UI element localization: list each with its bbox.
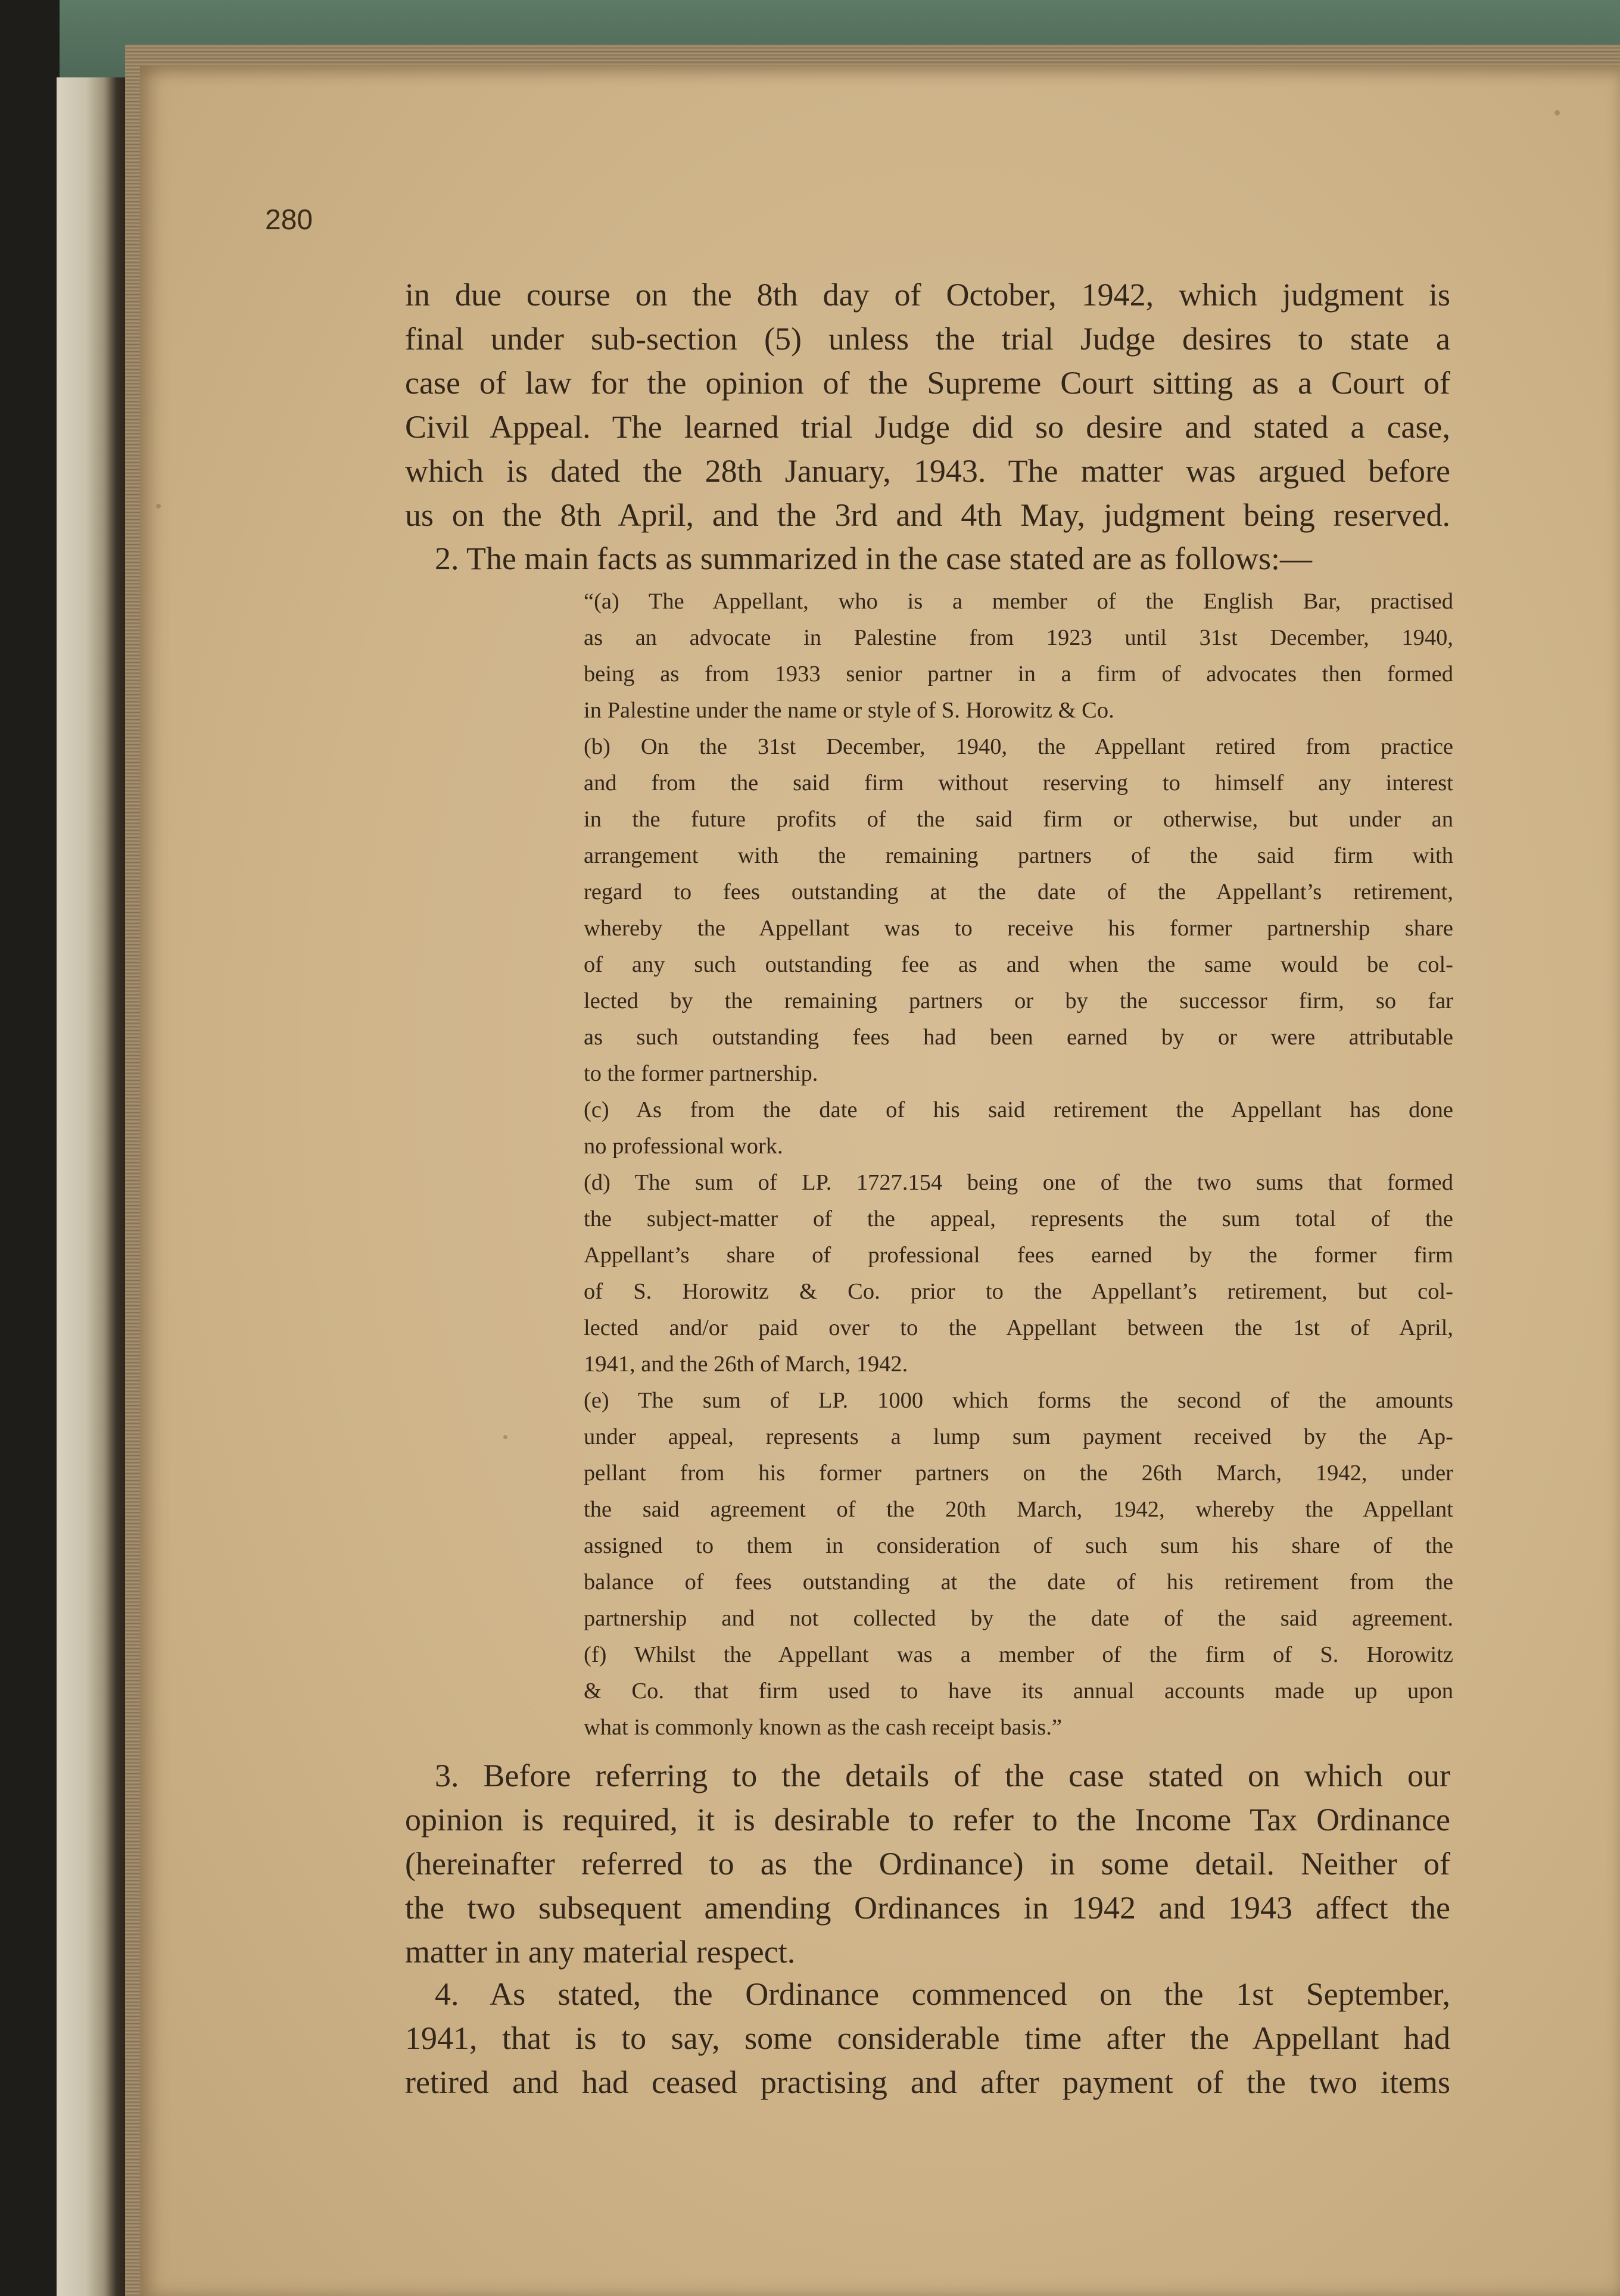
paper-speck <box>156 504 161 509</box>
quote-line: “(a) The Appellant, who is a member of the English Bar, practised <box>584 589 1453 614</box>
quote-line: Appellant’s share of professional fees earned by the former firm <box>584 1243 1453 1268</box>
text-line: Civil Appeal. The learned trial Judge did so desire and stated a case, <box>405 409 1450 445</box>
quote-line: pellant from his former partners on the 26th March, 1942, under <box>584 1461 1453 1486</box>
quote-line: and from the said firm without reserving to himself any interest <box>584 770 1453 796</box>
quote-line: & Co. that firm used to have its annual accounts made up upon <box>584 1679 1453 1704</box>
text-line: in due course on the 8th day of October, 1942, which judgment is <box>405 277 1450 313</box>
paragraph-1 <box>405 273 1450 537</box>
paragraph-4 <box>405 1972 1450 2104</box>
text-line: which is dated the 28th January, 1943. The matter was argued before <box>405 453 1450 489</box>
quote-line: assigned to them in consideration of such sum his share of the <box>584 1533 1453 1558</box>
quote-line: (f) Whilst the Appellant was a member of the firm of S. Horowitz <box>584 1642 1453 1667</box>
quote-line: (e) The sum of LP. 1000 which forms the second of the amounts <box>584 1388 1453 1413</box>
quote-line: lected by the remaining partners or by the successor firm, so far <box>584 988 1453 1013</box>
text-line: 4. As stated, the Ordinance commenced on the 1st September, <box>435 1976 1450 2012</box>
book-spine <box>57 77 125 2296</box>
quote-line: partnership and not collected by the date of the said agreement. <box>584 1606 1453 1631</box>
quote-line: no professional work. <box>584 1134 783 1159</box>
quote-line: under appeal, represents a lump sum payment received by the Ap- <box>584 1424 1453 1449</box>
text-line: retired and had ceased practising and after payment of the two items <box>405 2064 1450 2100</box>
text-line: matter in any material respect. <box>405 1934 796 1970</box>
quote-line: as an advocate in Palestine from 1923 until 31st December, 1940, <box>584 625 1453 650</box>
paper-speck <box>1554 110 1560 116</box>
quote-line: of any such outstanding fee as and when the same would be col- <box>584 952 1453 977</box>
text-line: 2. The main facts as summarized in the case stated are as follows:— <box>435 541 1313 576</box>
text-line: 1941, that is to say, some considerable time after the Appellant had <box>405 2020 1450 2056</box>
quote-line: whereby the Appellant was to receive his former partnership share <box>584 916 1453 941</box>
quote-line: balance of fees outstanding at the date of his retirement from the <box>584 1570 1453 1595</box>
paragraph-2 <box>435 536 1450 581</box>
text-line: final under sub-section (5) unless the trial Judge desires to state a <box>405 321 1450 357</box>
quote-line: regard to fees outstanding at the date of the Appellant’s retirement, <box>584 879 1453 904</box>
quote-line: lected and/or paid over to the Appellant between the 1st of April, <box>584 1315 1453 1340</box>
text-line: case of law for the opinion of the Supreme Court sitting as a Court of <box>405 365 1450 401</box>
quote-line: the subject-matter of the appeal, represents the sum total of the <box>584 1206 1453 1231</box>
quote-line: being as from 1933 senior partner in a firm of advocates then formed <box>584 662 1453 687</box>
paragraph-3 <box>405 1754 1450 1974</box>
paper-speck <box>503 1435 507 1439</box>
quote-line: as such outstanding fees had been earned by or were attributable <box>584 1025 1453 1050</box>
page-number: 280 <box>265 204 313 236</box>
quote-line: of S. Horowitz & Co. prior to the Appellant’s retirement, but col- <box>584 1279 1453 1304</box>
text-line: 3. Before referring to the details of the case stated on which our <box>435 1758 1450 1793</box>
quote-line: 1941, and the 26th of March, 1942. <box>584 1352 908 1377</box>
quote-line: (c) As from the date of his said retirement the Appellant has done <box>584 1097 1453 1122</box>
text-line: us on the 8th April, and the 3rd and 4th May, judgment being reserved. <box>405 497 1450 533</box>
quote-line: to the former partnership. <box>584 1061 818 1086</box>
text-line: opinion is required, it is desirable to refer to the Income Tax Ordinance <box>405 1802 1450 1838</box>
quote-line: in Palestine under the name or style of S. Horowitz & Co. <box>584 698 1114 723</box>
quote-line: (b) On the 31st December, 1940, the Appellant retired from practice <box>584 734 1453 759</box>
quote-line: (d) The sum of LP. 1727.154 being one of the two sums that formed <box>584 1170 1453 1195</box>
text-line: (hereinafter referred to as the Ordinance) in some detail. Neither of <box>405 1846 1450 1882</box>
quote-line: what is commonly known as the cash receipt basis.” <box>584 1715 1062 1740</box>
quote-line: arrangement with the remaining partners of the said firm with <box>584 843 1453 868</box>
quoted-facts <box>584 584 1453 1746</box>
text-line: the two subsequent amending Ordinances in 1942 and 1943 affect the <box>405 1890 1450 1926</box>
quote-line: the said agreement of the 20th March, 1942, whereby the Appellant <box>584 1497 1453 1522</box>
quote-line: in the future profits of the said firm or otherwise, but under an <box>584 807 1453 832</box>
